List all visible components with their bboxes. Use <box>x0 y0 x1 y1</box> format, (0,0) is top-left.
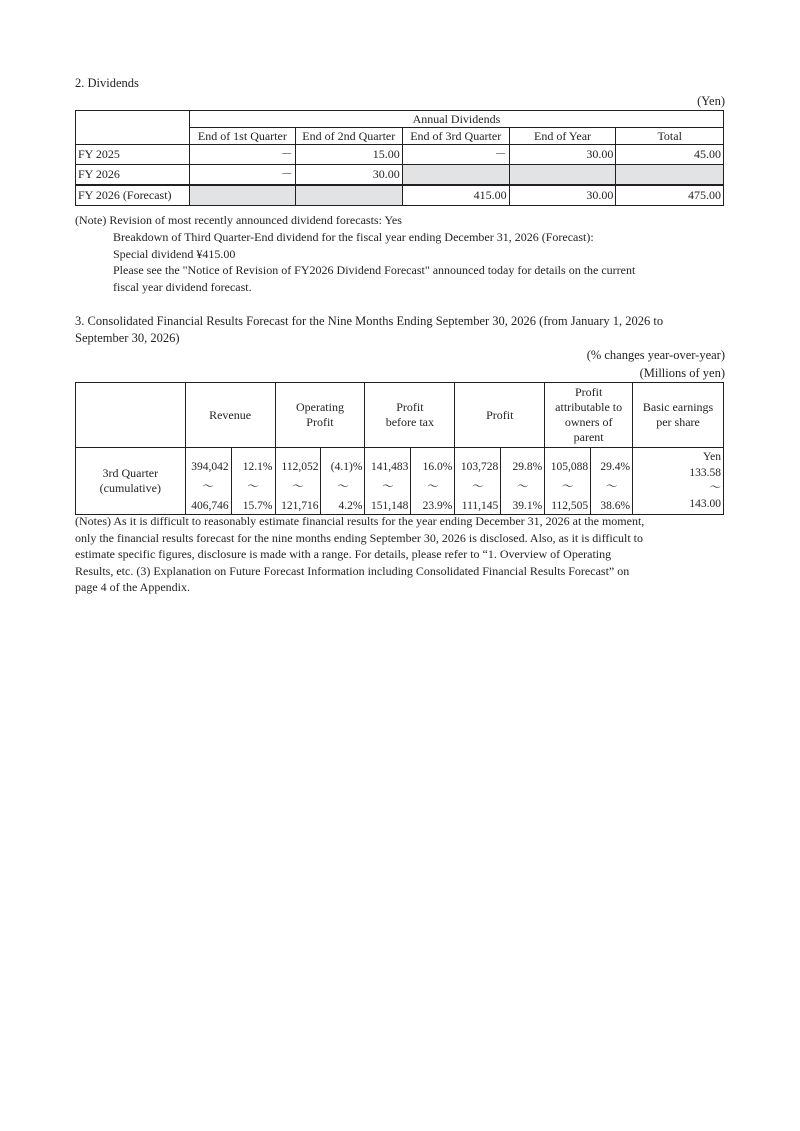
value-low: 141,483 <box>371 461 409 473</box>
pct-low: (4.1)% <box>330 461 363 473</box>
header-profit-owners <box>545 383 633 448</box>
value-high: 111,145 <box>461 500 499 512</box>
value-low: 105,088 <box>550 461 589 473</box>
pct-high: 23.9% <box>422 500 453 512</box>
header-profit-before-tax <box>365 383 455 448</box>
dividends-row-fy2026 <box>76 165 724 186</box>
header-revenue: Revenue <box>185 383 275 448</box>
dividends-row-fy2025 <box>76 145 724 165</box>
row-label: FY 2025 <box>76 145 190 165</box>
forecast-data-row <box>76 448 724 515</box>
tilde: ～ <box>516 480 529 493</box>
col-header-q1: End of 1st Quarter <box>189 128 295 145</box>
header-operating-profit <box>275 383 365 448</box>
cell-q3: 415.00 <box>402 185 509 206</box>
cell-eps <box>633 448 724 515</box>
cell-total: 475.00 <box>616 185 724 206</box>
header-line: Profit <box>396 400 424 414</box>
value-low: 112,052 <box>281 461 319 473</box>
row-label-3rd-quarter <box>76 448 186 515</box>
forecast-heading-line: September 30, 2026) <box>75 331 180 345</box>
tilde: ～ <box>202 480 214 493</box>
cell-q2: 30.00 <box>295 165 402 186</box>
dividend-note-line: Special dividend ¥415.00 <box>113 247 236 261</box>
value-high: 121,716 <box>281 500 319 512</box>
row-label-line: 3rd Quarter <box>102 466 159 480</box>
tilde: ～ <box>382 480 394 493</box>
pct-high: 15.7% <box>242 500 273 512</box>
header-profit: Profit <box>455 383 545 448</box>
forecast-note-line: estimate specific figures, disclosure is made with a range. For details, please refer to “1. Overview of Operating <box>75 547 612 561</box>
header-line: Profit <box>306 415 334 429</box>
cell-revenue <box>185 448 231 515</box>
value-low: 103,728 <box>460 461 499 473</box>
header-line: before tax <box>385 415 435 429</box>
header-line: owners of <box>564 415 613 429</box>
pct-low: 29.8% <box>512 461 543 473</box>
cell-q1: － <box>189 145 295 165</box>
dividends-group-header-row <box>76 111 724 128</box>
value-high: 151,148 <box>371 500 409 512</box>
tilde: ～ <box>561 480 574 493</box>
pct-low: 29.4% <box>600 461 631 473</box>
cell-operating-profit <box>275 448 321 515</box>
row-label: FY 2026 <box>76 165 190 186</box>
cell-profit-pct <box>501 448 545 515</box>
eps-unit: Yen <box>702 451 721 463</box>
row-label: FY 2026 (Forecast) <box>76 185 190 206</box>
forecast-corner-cell <box>76 383 186 448</box>
tilde: ～ <box>247 480 259 493</box>
dividends-corner-cell <box>76 111 190 145</box>
cell-revenue-pct <box>231 448 275 515</box>
dividends-heading: 2. Dividends <box>75 76 139 90</box>
dividend-note-line: (Note) Revision of most recently announced dividend forecasts: Yes <box>75 213 402 227</box>
cell-q1: － <box>189 165 295 186</box>
header-line: Profit <box>574 385 603 399</box>
header-line: per share <box>656 415 700 429</box>
cell-q3 <box>402 165 509 186</box>
forecast-unit-yoy: (% changes year-over-year) <box>586 348 725 362</box>
forecast-note-line: (Notes) As it is difficult to reasonably estimate financial results for the year ending December 31, 2026 at the moment, <box>75 514 645 528</box>
cell-year-end: 30.00 <box>509 185 616 206</box>
pct-high: 38.6% <box>600 500 631 512</box>
pct-high: 4.2% <box>338 500 363 512</box>
forecast-header-row <box>76 383 724 448</box>
col-header-q2: End of 2nd Quarter <box>295 128 402 145</box>
tilde: ～ <box>427 480 439 493</box>
cell-q2: 15.00 <box>295 145 402 165</box>
dividends-table <box>75 110 724 206</box>
value-high: 112,505 <box>551 500 589 512</box>
cell-profit-owners-pct <box>591 448 633 515</box>
cell-total <box>616 165 724 186</box>
header-line: attributable to <box>555 400 623 414</box>
dividend-note-line: Please see the "Notice of Revision of FY2026 Dividend Forecast" announced today for details on the current <box>113 263 636 277</box>
cell-q3: － <box>402 145 509 165</box>
tilde: ～ <box>472 480 484 493</box>
cell-profit-before-tax <box>365 448 411 515</box>
col-header-total: Total <box>616 128 724 145</box>
header-line: parent <box>573 430 604 444</box>
annual-dividends-header: Annual Dividends <box>189 111 723 128</box>
tilde: ～ <box>292 480 304 493</box>
dividends-row-fy2026-forecast <box>76 185 724 206</box>
tilde: ～ <box>709 482 721 495</box>
col-header-year-end: End of Year <box>509 128 616 145</box>
forecast-table <box>75 382 724 515</box>
header-eps <box>633 383 724 448</box>
cell-total: 45.00 <box>616 145 724 165</box>
eps-high: 143.00 <box>689 497 721 510</box>
cell-profit-owners <box>545 448 591 515</box>
col-header-q3: End of 3rd Quarter <box>402 128 509 145</box>
forecast-note-line: page 4 of the Appendix. <box>75 580 190 594</box>
cell-year-end <box>509 165 616 186</box>
pct-low: 12.1% <box>242 461 273 473</box>
cell-profit-before-tax-pct <box>411 448 455 515</box>
dividend-note-line: Breakdown of Third Quarter-End dividend for the fiscal year ending December 31, 2026 (Forecast): <box>113 230 594 244</box>
pct-low: 16.0% <box>422 461 453 473</box>
tilde: ～ <box>337 480 349 493</box>
forecast-heading-line: 3. Consolidated Financial Results Forecast for the Nine Months Ending September 30, 2026 (from January 1, 2026 to <box>75 314 664 328</box>
pct-high: 39.1% <box>512 500 543 512</box>
forecast-note-line: only the financial results forecast for the nine months ending September 30, 2026 is disclosed. Also, as it is difficult to <box>75 531 644 545</box>
value-high: 406,746 <box>191 500 229 512</box>
value-low: 394,042 <box>191 461 229 473</box>
cell-q1 <box>189 185 295 206</box>
cell-operating-profit-pct <box>321 448 365 515</box>
cell-year-end: 30.00 <box>509 145 616 165</box>
header-line: Operating <box>295 400 344 414</box>
dividends-unit: (Yen) <box>697 94 725 108</box>
dividend-note-line: fiscal year dividend forecast. <box>113 280 252 294</box>
forecast-unit-millions: (Millions of yen) <box>639 366 725 380</box>
tilde: ～ <box>605 480 618 493</box>
forecast-note-line: Results, etc. (3) Explanation on Future Forecast Information including Consolidated Financial Results Forecast” on <box>75 564 630 578</box>
row-label-line: (cumulative) <box>99 481 161 495</box>
cell-q2 <box>295 185 402 206</box>
header-line: Basic earnings <box>642 400 714 414</box>
eps-low: 133.58 <box>689 466 721 479</box>
cell-profit <box>455 448 501 515</box>
